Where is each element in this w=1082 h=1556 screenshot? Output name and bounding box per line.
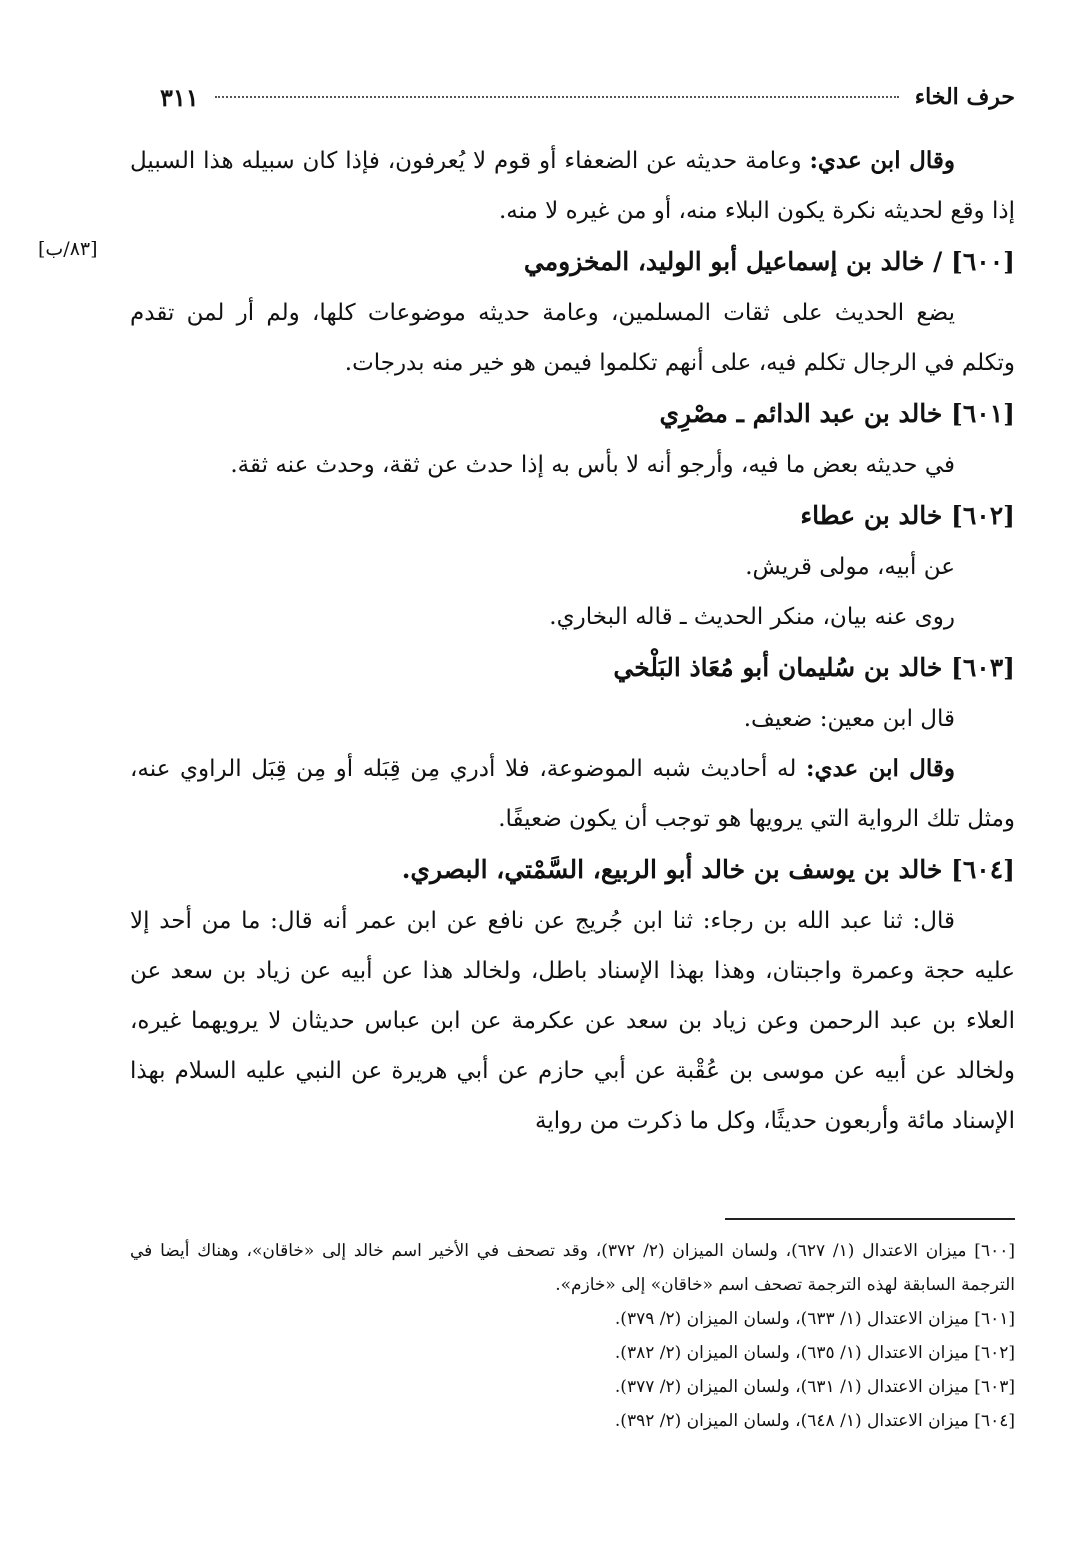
paragraph-ibn-adi [130,136,1015,236]
entry-text-604: قال: ثنا عبد الله بن رجاء: ثنا ابن جُريج عن نافع عن ابن عمر أنه قال: ما من أحد إلا عليه حجة وعمرة واجبتان، وهذا بهذا الإسناد باطل، ولخالد هذا عن أبيه عن زياد بن سعد عن العلاء بن عبد الرحمن وعن زياد بن سعد عن عكرمة عن ابن عباس حديثان لا يرويهما غيره، ولخالد عن أبيه عن موسى بن عُقْبة عن أبي حازم عن أبي هريرة عن النبي عليه السلام بهذا الإسناد مائة وأربعون حديثًا، وكل ما ذكرت من رواية [130,908,1015,1134]
entry-text-603-a: قال ابن معين: ضعيف. [743,706,955,732]
entry-text-601: في حديثه بعض ما فيه، وأرجو أنه لا بأس به إذا حدث عن ثقة، وحدث عنه ثقة. [230,452,955,478]
speaker-lead: وقال ابن عدي: [809,147,955,174]
entry-text-603-b [130,744,1015,844]
footnote-604: [٦٠٤] ميزان الاعتدال (١/ ٦٤٨)، ولسان الميزان (٢/ ٣٩٢). [614,1411,1015,1431]
page-number: ٣١١ [160,82,199,112]
manuscript-folio-note: [٨٣/ب] [38,238,98,260]
entry-text-600: يضع الحديث على ثقات المسلمين، وعامة حديثه موضوعات كلها، ولم أر لمن تقدم وتكلم في الرجال تكلم فيه، على أنهم تكلموا فيمن هو خير منه بدرجات. [130,300,1015,376]
footnote-602: [٦٠٢] ميزان الاعتدال (١/ ٦٣٥)، ولسان الميزان (٢/ ٣٨٢). [614,1343,1015,1363]
running-header [160,80,1015,114]
entry-heading-603: [٦٠٣] خالد بن سُليمان أبو مُعَاذ البَلْخي [613,653,1015,682]
entry-heading-601: [٦٠١] خالد بن عبد الدائم ـ مصْرِي [659,399,1015,428]
footnote-600: [٦٠٠] ميزان الاعتدال (١/ ٦٢٧)، ولسان الميزان (٢/ ٣٧٢)، وقد تصحف في الأخير اسم خالد إلى «خاقان»، وهناك أيضا في الترجمة السابقة لهذه الترجمة تصحف اسم «خاقان» إلى «خازم». [130,1241,1015,1295]
footnote-separator [725,1218,1015,1220]
footnotes [130,1234,1015,1438]
entry-heading-602: [٦٠٢] خالد بن عطاء [800,501,1015,530]
paragraph-text: له أحاديث شبه الموضوعة، فلا أدري مِن قِبَله أو مِن قِبَل الراوي عنه، ومثل تلك الرواية التي يرويها هو توجب أن يكون ضعيفًا. [130,756,1015,832]
entry-text-602-a: عن أبيه، مولى قريش. [745,554,955,580]
entry-heading-600: [٦٠٠] / خالد بن إسماعيل أبو الوليد، المخزومي [523,247,1015,276]
chapter-title: حرف الخاء [914,84,1015,110]
footnote-601: [٦٠١] ميزان الاعتدال (١/ ٦٣٣)، ولسان الميزان (٢/ ٣٧٩). [614,1309,1015,1329]
main-text [130,136,1015,1146]
speaker-lead: وقال ابن عدي: [805,755,955,782]
header-dotted-rule [215,96,899,98]
paragraph-text: وعامة حديثه عن الضعفاء أو قوم لا يُعرفون، فإذا كان سبيله هذا السبيل إذا وقع لحديثه نكرة يكون البلاء منه، أو من غيره لا منه. [130,148,1015,224]
entry-heading-604: [٦٠٤] خالد بن يوسف بن خالد أبو الربيع، السَّمْتي، البصري. [401,855,1015,884]
footnote-603: [٦٠٣] ميزان الاعتدال (١/ ٦٣١)، ولسان الميزان (٢/ ٣٧٧). [614,1377,1015,1397]
entry-text-602-b: روى عنه بيان، منكر الحديث ـ قاله البخاري. [549,604,955,630]
